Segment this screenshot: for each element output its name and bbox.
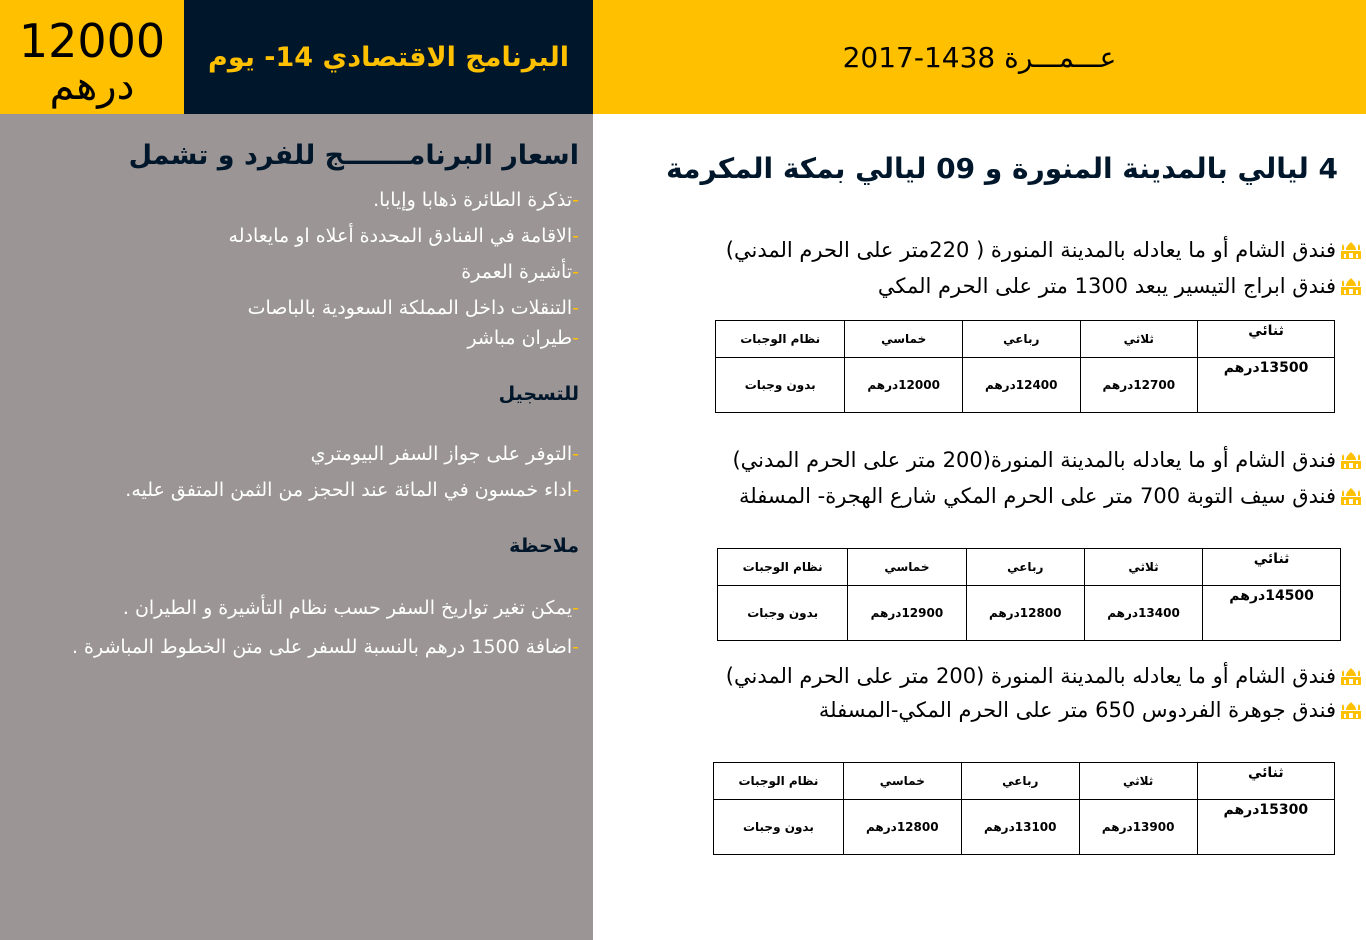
table-cell: 12000درهم bbox=[845, 358, 963, 413]
table-header: خماسي bbox=[848, 549, 966, 586]
mosque-icon bbox=[1340, 666, 1362, 686]
notes-list bbox=[0, 593, 579, 665]
table-cell: بدون وجبات bbox=[714, 800, 844, 855]
mosque-icon bbox=[1340, 486, 1362, 506]
list-item: -اداء خمسون في المائة عند الحجز من الثمن المتفق عليه. bbox=[125, 479, 579, 501]
table-cell: 12800درهم bbox=[966, 586, 1084, 641]
list-item: -الاقامة في الفنادق المحددة أعلاه او مايعادله bbox=[228, 225, 579, 247]
includes-list bbox=[0, 185, 579, 353]
list-item: -طيران مباشر bbox=[467, 327, 579, 349]
table-header: ثنائي bbox=[1203, 549, 1341, 586]
dash: - bbox=[572, 597, 579, 619]
list-item: -تأشيرة العمرة bbox=[461, 261, 579, 283]
registration-list bbox=[0, 439, 579, 505]
mosque-icon bbox=[1340, 240, 1362, 260]
table-cell: بدون وجبات bbox=[718, 586, 848, 641]
mosque-icon bbox=[1340, 450, 1362, 470]
table-header: ثنائي bbox=[1197, 763, 1334, 800]
list-item: -يمكن تغير تواريخ السفر حسب نظام التأشيرة و الطيران . bbox=[122, 597, 579, 619]
hotel-line: فندق سيف التوبة 700 متر على الحرم المكي شارع الهجرة- المسفلة bbox=[739, 484, 1362, 508]
table-cell: 12400درهم bbox=[962, 358, 1080, 413]
price-amount: 12000 bbox=[18, 14, 166, 68]
registration-title: للتسجيل bbox=[498, 383, 579, 405]
umrah-title: عـــمـــرة 1438-2017 bbox=[593, 0, 1366, 114]
program-title: البرنامج الاقتصادي 14- يوم bbox=[184, 0, 593, 114]
price-currency: درهم bbox=[49, 63, 135, 109]
left-panel bbox=[0, 114, 593, 940]
includes-title: اسعار البرنامـــــــج للفرد و تشمل bbox=[128, 140, 579, 171]
table-cell: بدون وجبات bbox=[716, 358, 845, 413]
table-cell: 14500درهم bbox=[1203, 586, 1341, 641]
hotel-line: فندق ابراج التيسير يبعد 1300 متر على الحرم المكي bbox=[878, 274, 1362, 298]
dash: - bbox=[572, 443, 579, 465]
dash: - bbox=[572, 327, 579, 349]
table-cell: 15300درهم bbox=[1197, 800, 1334, 855]
main-title: 4 ليالي بالمدينة المنورة و 09 ليالي بمكة المكرمة bbox=[666, 152, 1338, 185]
list-item: -التوفر على جواز السفر البيومتري bbox=[310, 443, 579, 465]
table-cell: 12900درهم bbox=[848, 586, 966, 641]
note-title: ملاحظة bbox=[509, 535, 579, 557]
table-cell: 13100درهم bbox=[961, 800, 1079, 855]
table-header: نظام الوجبات bbox=[716, 321, 845, 358]
dash: - bbox=[572, 636, 579, 658]
hotel-line: فندق الشام أو ما يعادله بالمدينة المنورة ( 220متر على الحرم المدني) bbox=[726, 238, 1362, 262]
table-header: خماسي bbox=[845, 321, 963, 358]
price-table bbox=[715, 320, 1335, 413]
table-header: رباعي bbox=[966, 549, 1084, 586]
dash: - bbox=[572, 225, 579, 247]
list-item: -التنقلات داخل المملكة السعودية بالباصات bbox=[247, 297, 579, 319]
table-header: ثلاثي bbox=[1080, 321, 1198, 358]
mosque-icon bbox=[1340, 276, 1362, 296]
table-cell: 12700درهم bbox=[1080, 358, 1198, 413]
main-panel bbox=[593, 114, 1366, 940]
hotel-line: فندق الشام أو ما يعادله بالمدينة المنورة(200 متر على الحرم المدني) bbox=[732, 448, 1362, 472]
dash: - bbox=[572, 297, 579, 319]
table-header: ثنائي bbox=[1198, 321, 1335, 358]
mosque-icon bbox=[1340, 700, 1362, 720]
table-header: نظام الوجبات bbox=[718, 549, 848, 586]
price-badge bbox=[0, 0, 184, 114]
table-header: رباعي bbox=[962, 321, 1080, 358]
list-item: -تذكرة الطائرة ذهابا وإيابا. bbox=[373, 189, 579, 211]
table-header: ثلاثي bbox=[1084, 549, 1202, 586]
table-cell: 13900درهم bbox=[1079, 800, 1197, 855]
hotel-line: فندق جوهرة الفردوس 650 متر على الحرم المكي-المسفلة bbox=[819, 698, 1362, 722]
price-table bbox=[713, 762, 1335, 855]
dash: - bbox=[572, 261, 579, 283]
table-header: رباعي bbox=[961, 763, 1079, 800]
table-header: خماسي bbox=[843, 763, 961, 800]
price-table bbox=[717, 548, 1341, 641]
table-header: نظام الوجبات bbox=[714, 763, 844, 800]
dash: - bbox=[572, 189, 579, 211]
hotel-line: فندق الشام أو ما يعادله بالمدينة المنورة (200 متر على الحرم المدني) bbox=[726, 664, 1362, 688]
table-header: ثلاثي bbox=[1079, 763, 1197, 800]
table-cell: 13500درهم bbox=[1198, 358, 1335, 413]
table-cell: 13400درهم bbox=[1084, 586, 1202, 641]
dash: - bbox=[572, 479, 579, 501]
table-cell: 12800درهم bbox=[843, 800, 961, 855]
list-item: -اضافة 1500 درهم بالنسبة للسفر على متن الخطوط المباشرة . bbox=[71, 636, 579, 658]
